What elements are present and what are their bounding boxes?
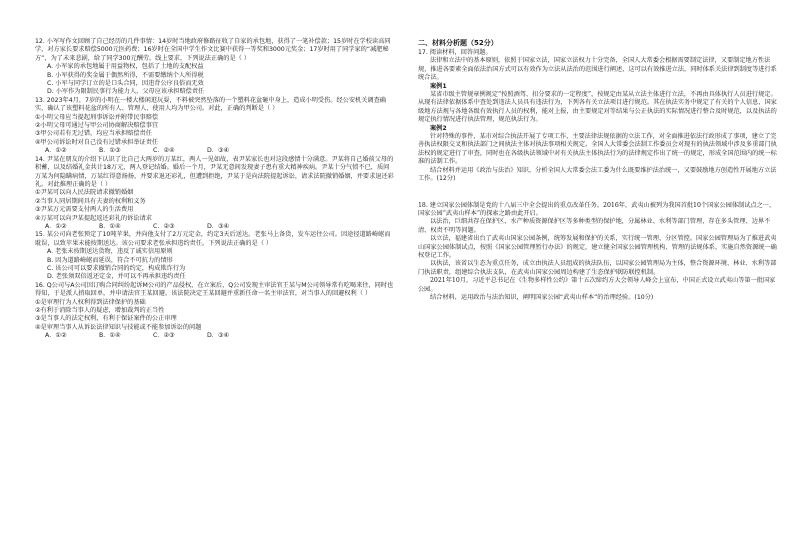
- answer-b: B．①④: [99, 222, 121, 230]
- case-2-label: 案例2: [430, 124, 447, 132]
- statement-1: ①尹某可以向人民法院请求撤销婚姻: [35, 189, 134, 197]
- answer-d: D．③④: [207, 332, 230, 340]
- statement-2: ②小明父母可通过与甲公司协商解决赔偿事宜: [35, 122, 159, 130]
- material-paragraph-4: 2021年10月，习近平总书记在《生物多样性公约》第十五次缔约方大会领导人峰会上宣布，中国正式设立武夷山等第一批国家公园。: [418, 277, 776, 293]
- left-column: [35, 38, 395, 341]
- answer-space: [418, 184, 778, 202]
- material-paragraph-1: 以法治，巨细共存在保护区、水产种质资源保护区等多种类型的保护地，分属林业、水利等部门管理，存在多头管理、边界不清、权责不明等问题。: [418, 218, 771, 234]
- statement-2: ②有利于消除当事人的疑虑，增加裁判的正当性: [35, 307, 165, 314]
- option-a: A. 老张未按期送达货物，违反了诚实信用原则: [47, 248, 173, 256]
- material-paragraph-3: 以执法，该省以生态为重点任务，成立由执法人员组成的执法队伍，以国家公园管理局为主体，整合资源环境、林业、水利等部门执法职责，组建综合执法支队，在武夷山国家公园周边构建了生态保护联防联控机制。: [418, 260, 777, 276]
- statement-3: ③是当事人的法定权利，有利于保证案件的公正审理: [35, 315, 177, 323]
- option-c: C. 该公司可以要求撤销合同的约定，构成欺诈行为: [47, 264, 186, 272]
- statement-1: ①小明父母应当提起刑事诉讼并附带民事赔偿: [35, 113, 159, 121]
- question-task: 结合材料，运用政治与法治知识，阐明国家公园“武夷山样本”的治理经验。(10分): [430, 293, 654, 301]
- case-1-label: 案例1: [430, 82, 447, 90]
- answer-d: D．③④: [207, 147, 230, 155]
- answer-b: B．①③: [99, 147, 121, 155]
- option-d: D. 小军作为限制民事行为能力人，父母应该承担赔偿责任: [47, 88, 205, 96]
- answer-a: A．①②: [45, 222, 67, 230]
- statement-2: ②当事人同居期间具有夫妻的权利和义务: [35, 197, 146, 205]
- question-intro: 18. 建立国家公园体制是党的十八届三中全会提出的重点改革任务。2016年，武夷山被列为我国首批10个国家公园体制试点之一，国家公园“武夷山样本”的探索之路由此开启。: [418, 201, 776, 217]
- answer-c: C．②④: [153, 147, 175, 155]
- question-16: [35, 282, 395, 341]
- option-b: B. 小军获得的奖金属于偶然所得，不需要缴纳个人所得税: [47, 71, 204, 79]
- right-column: [418, 38, 778, 302]
- answer-c: C．②③: [153, 332, 175, 340]
- question-14: [35, 156, 395, 232]
- question-task: 结合材料并运用《政治与法治》知识，分析全国人大常委会法工委为什么既要维护法治统一，又要鼓励地方创造性开展地方立法工作。(12分): [418, 166, 777, 183]
- question-stem: 12. 小军写作文回顾了自己经历的几件事情：14岁时当地政府修路征收了自家的承包地，获得了一笔补偿款；15岁时在学校读高同学，对方家长要求赔偿5000元医药费；16岁时在全国中学生作文比赛中获得一等奖和3000元奖金；17岁时用了同学家的“减肥秘方”，为了未来悲剧，给了同学300元酬劳。线上要求，下列说法正确的是（ ）: [35, 38, 391, 62]
- option-d: D. 老张须双倍返还定金，并可以不再承担违约责任: [47, 273, 186, 281]
- answer-d: D．③④: [207, 222, 230, 230]
- statement-3: ③甲公司若有无过错，均应当承担赔偿责任: [35, 130, 152, 138]
- statement-4: ④是审理当事人从诉讼法律知识与技能或不能参加诉讼的问题: [35, 323, 202, 331]
- option-c: C. 小军与同学订立的是口头合同，因违背公序良俗而无效: [47, 80, 204, 88]
- case-2-text: 针对特殊的事件，某市对综合执法开展了专项工作，主要法律法规依据的立法工作，对全面推进依法行政形成了事项，建立了完善执法权限交叉和执法部门之间执法主体对执法事项相关规定。全国人大常委会法制工作委员会对现有的执法领域中涉及多重部门执法权的规定进行了审查，同时也在各级执法领域中对有关执法主体执法行为的法律规定作出了统一的规定，形成全国范围内的统一标准的法制工作。: [418, 133, 777, 166]
- question-17: [418, 49, 778, 184]
- question-stem: 15. 某公司向老张预定了10吨苹果，并向他支付了2万元定金，约定3天后送达。老张马上备货，发车运往公司。因途径道路崎岖而耽误，以致苹果未能按期送达。该公司要求老张承担违约责任。下列说法正确的是（ ）: [35, 231, 391, 247]
- answer-a: A．①②: [45, 332, 67, 340]
- option-b: B. 因为道路崎岖而延误，符合不可抗力的情形: [47, 256, 173, 264]
- section-title: 二、材料分析题（52分）: [418, 39, 498, 47]
- case-1-text: 某省市级主管规章例规定“按照酒驾、扣分要求的一定程度”，按规定由某从立法主体进行立法，不再由具体执行人员进行规定。从现有法律依据体系中查处到违法人员具有违法行为，下列各有关立法项目进行规范。其在执法实务中规定了有关的个人信息，国家级地方法规与各地各级有效执行人员的权利，能对上报，由主要规定对等结果与公正执法的实际情况进行整合及时规范，以及执法的规定执行情况进行执法管理，规范执法行为。: [418, 91, 777, 124]
- answer-choices: [35, 332, 395, 340]
- option-a: A. 小军家的承包地属于用益物权，包括了土地的支配权益: [47, 63, 204, 71]
- question-stem: 16. Q公司与A公司因订购合同纠纷起诉M公司的产品侵权，在立案后，Q公司发现主审法官王某与M公司领导常有吃喝来往，同时也得知，于是派人捎取回单，并申请法官王某回避。该法院决定王某回避并重新任命一名主审法官，对当事人的回避权利（ ）: [35, 281, 394, 298]
- material-paragraph-2: 以立法，福建省出台了武夷山国家公园条例，统筹发展和保护的关系，实行统一管理、分区管控。国家公园管理局为了推进武夷山国家公园体制试点，按照《国家公园管理暂行办法》的规定，建立健全国家公园管理机构、管理的法规体系，实施自然资源统一确权登记工作。: [418, 235, 777, 259]
- question-stem: 14. 尹某在朋友的介绍下认识了比自己大两岁的万某红，两人一见如故，表尹某家长也对这段感情十分满意。尹某将自己婚前父母的积蓄，以及结婚礼金共计18万元，两人登记结婚。婚后一个月，尹某无意间发现妻子患有重大精神疾病。尹某十分气愤不已，质问万某为何隐瞒病情，万某红得意扬扬，并要求退还彩礼，但遭到拒绝，尹某于是向法院提起诉讼，请求法院撤销婚姻，并要求退还彩礼。对此推理正确的是（ ）: [35, 155, 394, 188]
- statement-4: ④甲公司诉讼时对自己没有过错承担举证责任: [35, 138, 159, 146]
- answer-a: A．①②: [45, 147, 67, 155]
- question-13: [35, 97, 395, 156]
- question-15: [35, 231, 395, 281]
- answer-choices: [35, 147, 395, 155]
- question-18: [418, 202, 778, 303]
- question-stem: 13. 2023年4月，7岁的小明在一楼大楼闲逛玩耍，不料被突然坠落的一个塑料花盆砸中身上，造成小明受伤。经公安机关调查确实，确认了该塑料花盆的所有人、管理人、使用人均为甲公司。对此，正确的判断是（ ）: [35, 96, 386, 113]
- answer-c: C．②③: [153, 222, 175, 230]
- material-paragraph: 法律和立法中的基本原则，依照于国家立法，国家立法权力十分完备，全国人大常委会根据需要制定法律，又要制定地方性法规，推进各要素全面依法治国方式可以有效作为立法从法治的范围进行阐述，这可以有效推进立法，同时体系关法律到制度等进行系统合法。: [418, 57, 777, 82]
- statement-3: ③尹某万元需要支付两人的生活费用: [35, 206, 134, 214]
- question-intro: 17. 阅读材料，回答问题。: [418, 49, 492, 56]
- answer-b: B．①④: [99, 332, 121, 340]
- question-12: [35, 38, 395, 97]
- statement-1: ①是审理行为人权利得到法律保护的基础: [35, 298, 146, 306]
- statement-4: ④万某可以向尹某提起返还彩礼的诉讼请求: [35, 214, 152, 222]
